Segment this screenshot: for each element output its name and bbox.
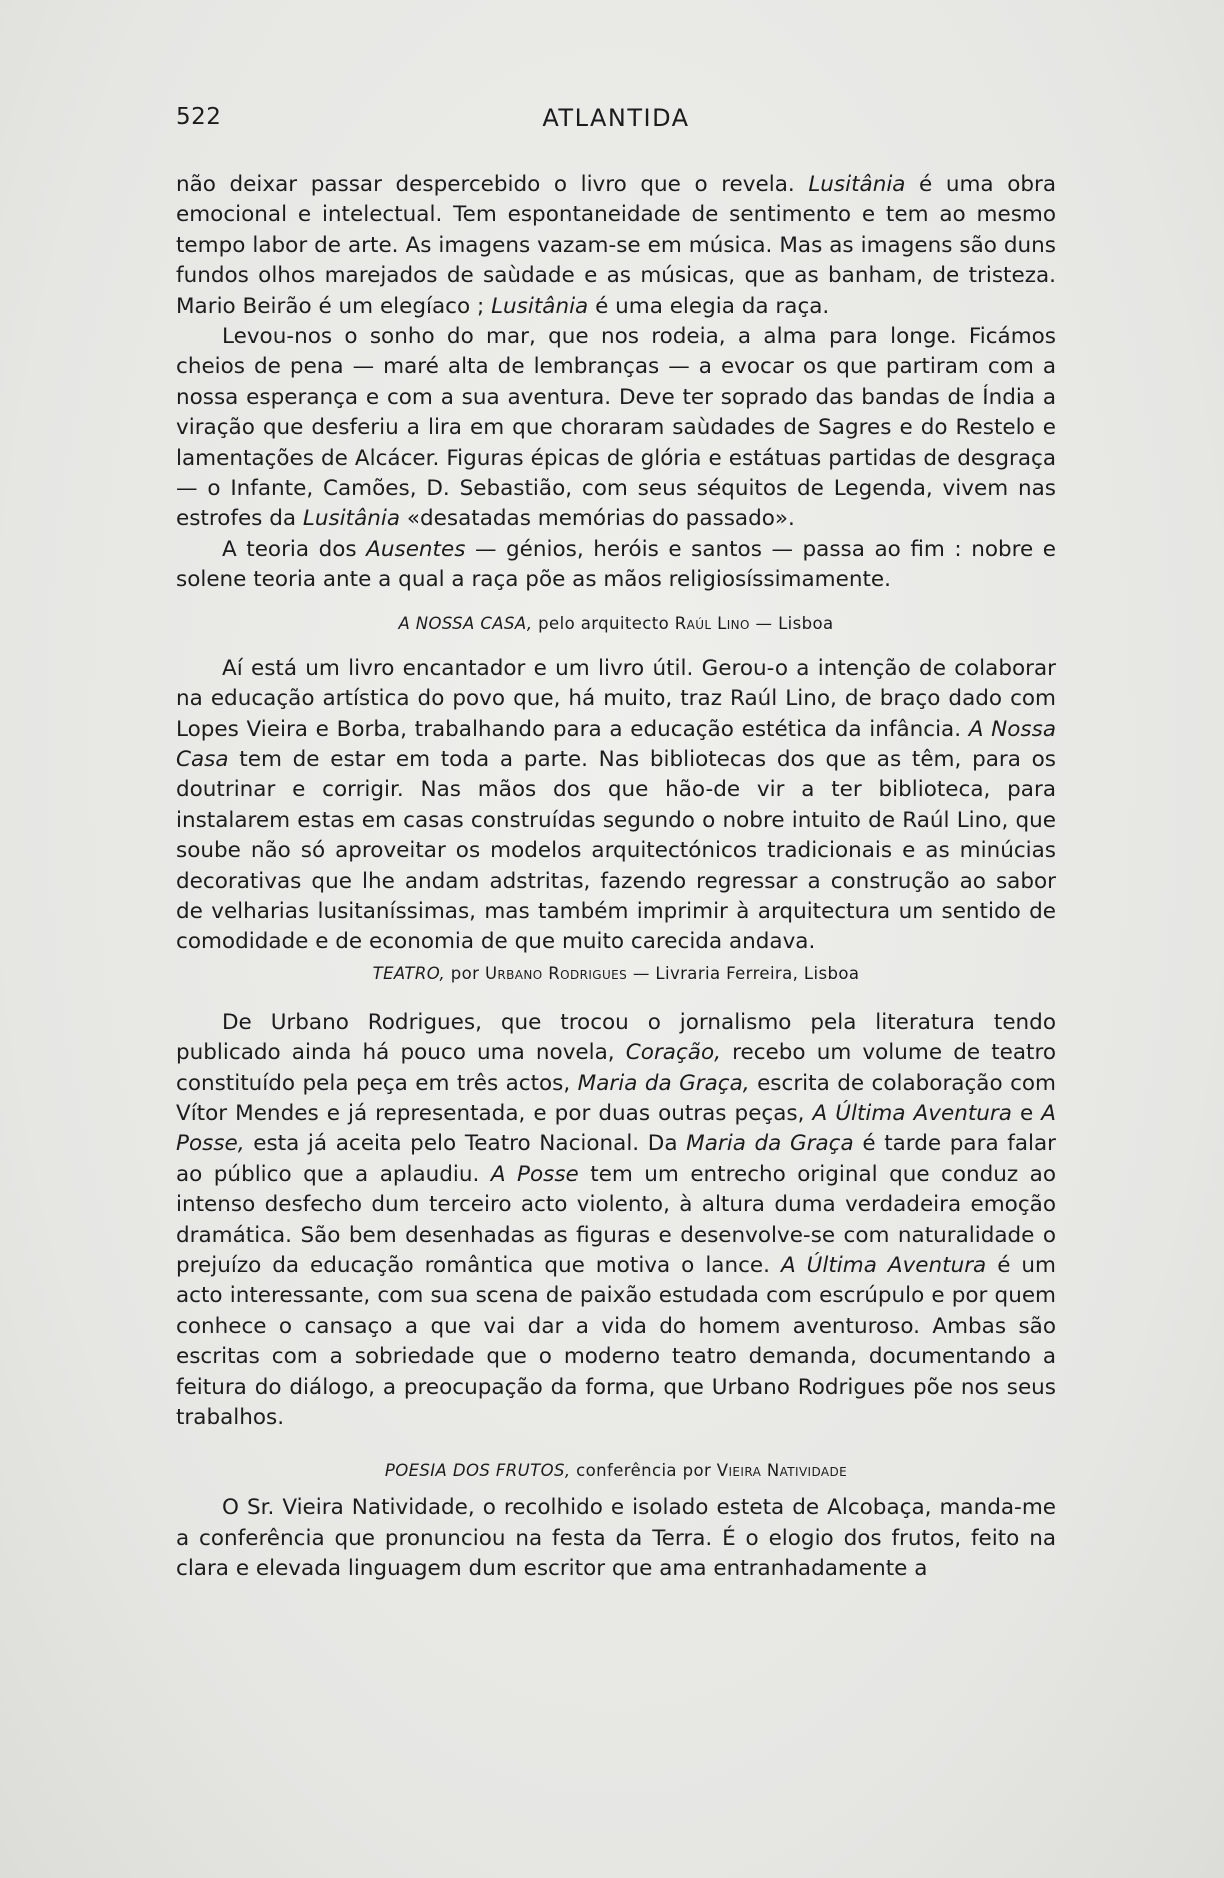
- page-body: [176, 170, 1056, 1585]
- book-title-italic: Ausentes: [366, 536, 466, 562]
- running-title: ATLANTIDA: [542, 104, 690, 132]
- paragraph-teatro: De Urbano Rodrigues, que trocou o jornalismo pela literatura tendo publicado ainda há pouco uma novela, Coração, recebo um volume de teatro constituído pela peça em três actos, Maria da Graça, escrita de colaboração com Vítor Mendes e já representada, e por duas outras peças, A Última Aventura e A Posse, esta já aceita pelo Teatro Nacional. Da Maria da Graça é tarde para falar ao público que a aplaudiu. A Posse tem um entrecho original que conduz ao intenso desfecho dum terceiro acto violento, à altura duma verdadeira emoção dramática. São bem desenhadas as figuras e desenvolve-se com naturalidade o prejuízo da educação romântica que motiva o lance. A Última Aventura é um acto interessante, com sua scena de paixão estudada com escrúpulo e por quem conhece o cansaço a que vai dar a vida do homem aventuroso. Ambas são escritas com a sobriedade que o moderno teatro demanda, documentando a feitura do diálogo, a preocupação da forma, que Urbano Rodrigues põe nos seus trabalhos.: [176, 1009, 1057, 1431]
- book-title-italic: Lusitânia: [808, 172, 906, 197]
- paragraph-poesia-dos-frutos: O Sr. Vieira Natividade, o recolhido e isolado esteta de Alcobaça, manda-me a conferência que pronunciou na festa da Terra. É o elogio dos frutos, feito na clara e elevada linguagem dum escritor que ama entranhadamente a: [176, 1495, 1056, 1582]
- paragraph-ausentes: A teoria dos Ausentes — génios, heróis e santos — passa ao fim : nobre e solene teoria ante a qual a raça põe as mãos religiosíssimamente.: [176, 536, 1056, 593]
- review-heading-a-nossa-casa: A NOSSA CASA, pelo arquitecto Raúl Lino — Lisboa: [398, 613, 834, 633]
- review-heading-teatro: TEATRO, por Urbano Rodrigues — Livraria Ferreira, Lisboa: [372, 963, 860, 983]
- page-header: [176, 104, 1056, 140]
- book-title-italic: A Nossa Casa: [176, 716, 1057, 772]
- paragraph-a-nossa-casa: Aí está um livro encantador e um livro útil. Gerou-o a intenção de colaborar na educação artística do povo que, há muito, traz Raúl Lino, de braço dado com Lopes Vieira e Borba, trabalhando para a educação estética da infância. A Nossa Casa tem de estar em toda a parte. Nas bibliotecas dos que as têm, para os doutrinar e corrigir. Nas mãos dos que hão-de vir a ter biblioteca, para instalarem estas em casas construídas segundo o nobre intuito de Raúl Lino, que soube não só aproveitar os modelos arquitectónicos tradicionais e as minúcias decorativas que lhe andam adstritas, fazendo regressar a construção ao sabor de velharias lusitaníssimas, mas também imprimir à arquitectura um sentido de comodidade e de economia de que muito carecida andava.: [176, 655, 1057, 955]
- book-title-italic: Lusitânia: [302, 506, 401, 532]
- page-number: 522: [176, 104, 222, 130]
- review-heading-poesia-dos-frutos: POESIA DOS FRUTOS, conferência por Vieira Natividade: [384, 1461, 848, 1481]
- paragraph-sea-dream: Levou-nos o sonho do mar, que nos rodeia, a alma para longe. Ficámos cheios de pena — maré alta de lembranças — a evocar os que partiram com a nossa esperança e com a sua aventura. Deve ter soprado das bandas de Índia a viração que desferiu a lira em que choraram saùdades de Sagres e do Restelo e lamentações de Alcácer. Figuras épicas de glória e estátuas partidas de desgraça — o Infante, Camões, D. Sebastião, com seus séquitos de Legenda, vivem nas estrofes da Lusitânia «desatadas memórias do passado».: [176, 324, 1056, 532]
- book-title-italic: Lusitânia: [491, 293, 589, 319]
- paragraph-lusitania-conclusion: não deixar passar despercebido o livro que o revela. Lusitânia é uma obra emocional e intelectual. Tem espontaneidade de sentimento e tem ao mesmo tempo labor de arte. As imagens vazam-se em música. Mas as imagens são duns fundos olhos marejados de saùdade e as músicas, que as banham, de tristeza. Mario Beirão é um elegíaco ; Lusitânia é uma elegia da raça.: [176, 172, 1057, 319]
